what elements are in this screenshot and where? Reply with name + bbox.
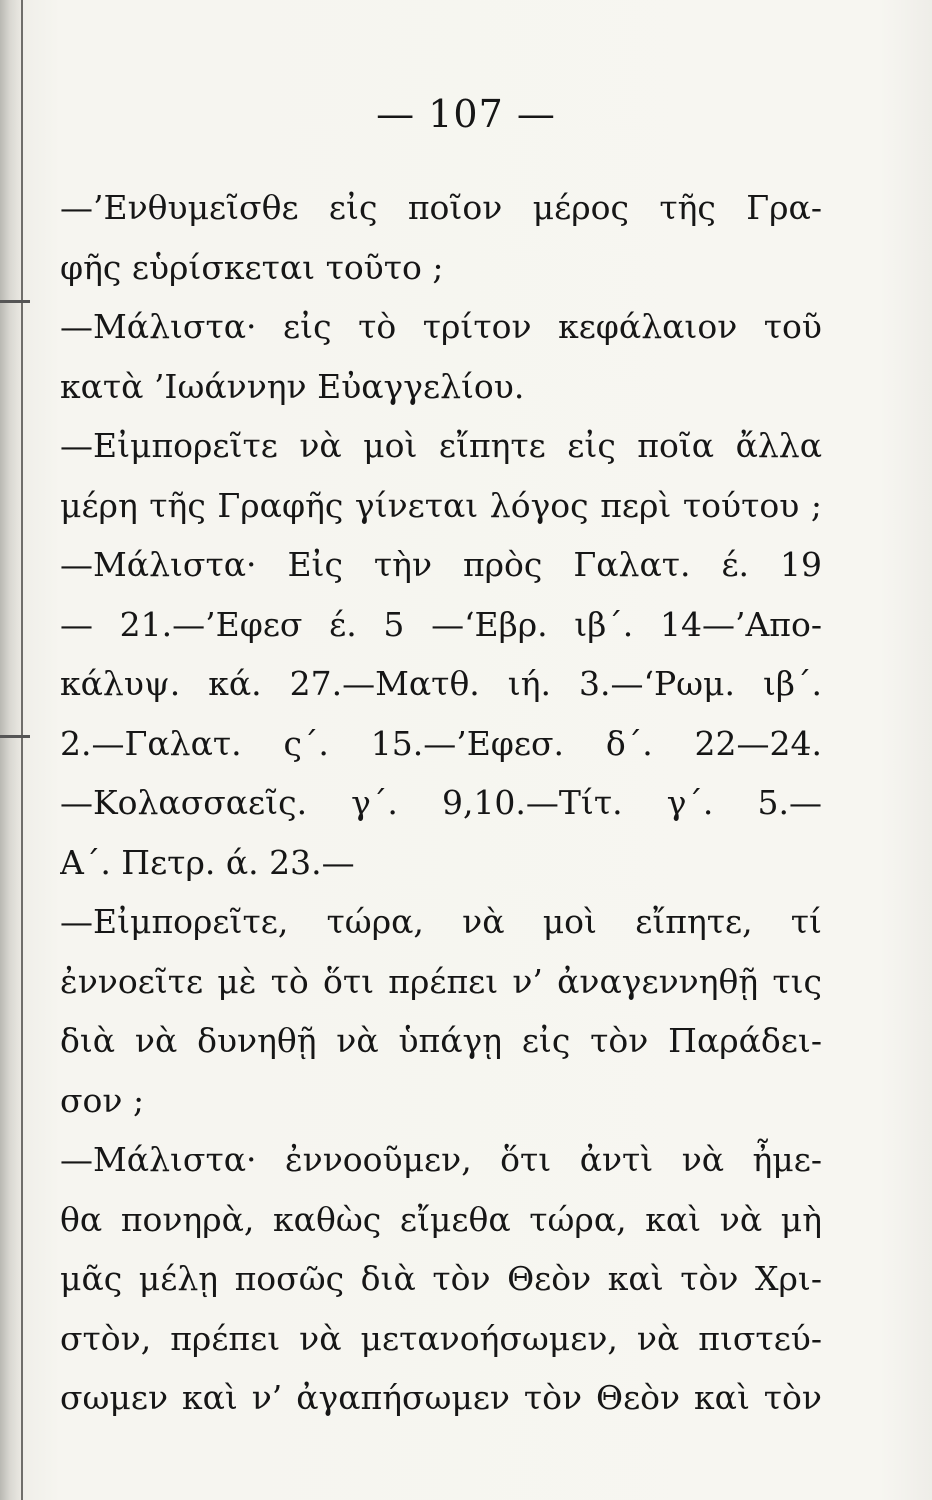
text-line: 2.—Γαλατ. ς΄. 15.—’Εφεσ. δ΄. 22—24. xyxy=(60,723,822,763)
text-line: στὸν, πρέπει νὰ μετανοήσωμεν, νὰ πιστεύ- xyxy=(60,1318,822,1358)
text-line: —Μάλιστα· εἰς τὸ τρίτον κεφάλαιον τοῦ xyxy=(60,307,822,346)
text-line: —’Ενθυμεῖσθε εἰς ποῖον μέρος τῆς Γρα- xyxy=(60,188,822,227)
text-line: Α΄. Πετρ. ά. 23.— xyxy=(60,842,355,882)
binding-edge xyxy=(21,0,23,1500)
page-number: — 107 — xyxy=(376,92,556,136)
text-line: —Εἰμπορεῖτε νὰ μοὶ εἴπητε εἰς ποῖα ἄλλα xyxy=(60,426,822,465)
text-line: διὰ νὰ δυνηθῇ νὰ ὑπάγῃ εἰς τὸν Παράδει- xyxy=(60,1021,822,1060)
body-text xyxy=(60,178,822,1428)
text-line: ἐννοεῖτε μὲ τὸ ὅτι πρέπει ν’ ἀναγεννηθῇ τις xyxy=(60,961,822,1001)
text-line: σον ; xyxy=(60,1080,145,1120)
text-line: —Κολασσαεῖς. γ΄. 9,10.—Τίτ. γ΄. 5.— xyxy=(60,783,822,822)
binding-thread xyxy=(0,300,30,303)
binding-thread xyxy=(0,735,30,738)
text-line: θα πονηρὰ, καθὼς εἴμεθα τώρα, καὶ νὰ μὴ xyxy=(60,1199,822,1239)
text-line: μέρη τῆς Γραφῆς γίνεται λόγος περὶ τούτου ; xyxy=(60,485,822,525)
text-line: — 21.—’Εφεσ έ. 5 —‘Εβρ. ιβ΄. 14—’Απο- xyxy=(60,604,822,644)
text-line: —Μάλιστα· Εἰς τὴν πρὸς Γαλατ. έ. 19 xyxy=(60,545,822,584)
text-line: σωμεν καὶ ν’ ἀγαπήσωμεν τὸν Θεὸν καὶ τὸν xyxy=(60,1378,822,1417)
text-line: μᾶς μέλῃ ποσῶς διὰ τὸν Θεὸν καὶ τὸν Χρι- xyxy=(60,1259,822,1298)
text-line: —Μάλιστα· ἐννοοῦμεν, ὅτι ἀντὶ νὰ ἦμε- xyxy=(60,1140,822,1179)
text-line: κάλυψ. κά. 27.—Ματθ. ιή. 3.—‘Ρωμ. ιβ΄. xyxy=(60,664,822,703)
binding-gutter xyxy=(0,0,22,1500)
text-line: —Εἰμπορεῖτε, τώρα, νὰ μοὶ εἴπητε, τί xyxy=(60,902,822,941)
text-line: κατὰ ’Ιωάννην Εὐαγγελίου. xyxy=(60,366,525,406)
text-line: φῆς εὑρίσκεται τοῦτο ; xyxy=(60,247,444,287)
